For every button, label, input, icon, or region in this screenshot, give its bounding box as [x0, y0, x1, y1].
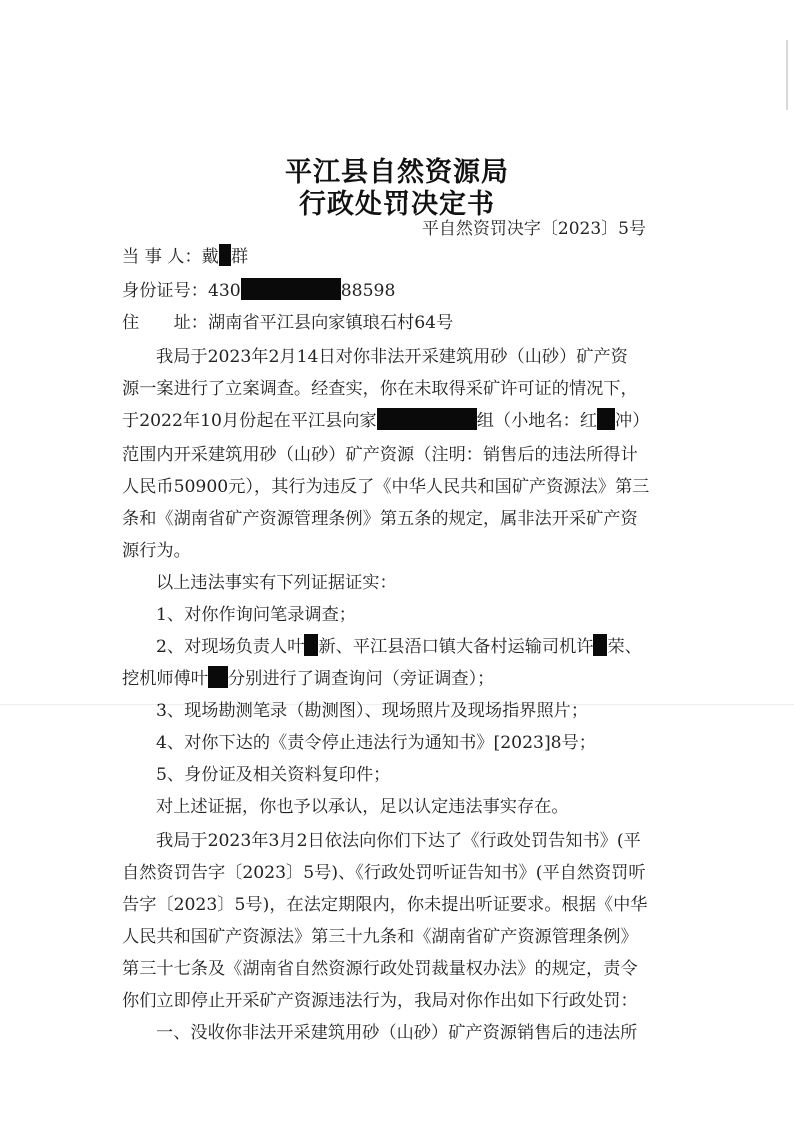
evidence-item-4: 4、对你下达的《责令停止违法行为通知书》[2023]8号； [156, 733, 596, 753]
body-line-since [122, 404, 682, 438]
redaction-block [597, 408, 615, 430]
body-line: 人民币50900元），其行为违反了《中华人民共和国矿产资源法》第三 [122, 477, 650, 497]
body-line: 你们立即停止开采矿产资源违法行为，我局对你作出如下行政处罚： [122, 991, 638, 1011]
body-line: 自然资罚告字〔2023〕5号)、《行政处罚听证告知书》(平自然资罚听 [122, 863, 646, 883]
party-name-suffix: 群 [230, 247, 249, 267]
ev2d-part-b: 分别进行了调查询问（旁证调查）； [227, 669, 495, 689]
body-line: 我局于2023年2月14日对你非法开采建筑用砂（山砂）矿产资 [156, 347, 628, 367]
penalty-item-1: 一、没收你非法开采建筑用砂（山砂）矿产资源销售后的违法所 [156, 1023, 638, 1043]
evidence-intro: 以上违法事实有下列证据证实： [156, 573, 397, 593]
document-number: 平自然资罚决字〔2023〕5号 [421, 219, 646, 239]
party-id-line [122, 274, 682, 308]
evidence-item-2 [156, 630, 682, 664]
document-subtitle: 行政处罚决定书 [299, 189, 495, 220]
evidence-item-3: 3、现场勘测笔录（勘测图）、现场照片及现场指界照片； [156, 701, 589, 721]
redaction-block [208, 666, 228, 688]
redaction-block [219, 244, 231, 266]
redaction-block [377, 408, 477, 430]
body-line: 人民共和国矿产资源法》第三十九条和《湖南省矿产资源管理条例》 [122, 927, 638, 947]
party-address-label: 住 址： [122, 313, 208, 333]
evidence-item-1: 1、对你作询问笔录调查； [156, 605, 356, 625]
body-line: 源一案进行了立案调查。经查实，你在未取得采矿许可证的情况下， [122, 379, 638, 399]
document-title: 平江县自然资源局 [285, 157, 509, 188]
party-id-label: 身份证号：430 [122, 281, 241, 301]
body-line: 范围内开采建筑用砂（山砂）矿产资源（注明：销售后的违法所得计 [122, 445, 638, 465]
evidence-item-2-cont [122, 662, 682, 696]
ev2-part-b: 新、平江县浯口镇大备村运输司机许 [318, 637, 594, 657]
ev2-part-c: 荣、 [607, 637, 642, 657]
body-line: 我局于2023年3月2日依法向你们下达了《行政处罚告知书》(平 [156, 831, 641, 851]
redaction-block [593, 634, 607, 656]
party-id-suffix: 88598 [340, 281, 396, 301]
body-line: 第三十七条及《湖南省自然资源行政处罚裁量权办法》的规定，责令 [122, 959, 638, 979]
evidence-conclusion: 对上述证据，你也予以承认，足以认定违法事实存在。 [156, 797, 569, 817]
redaction-block [241, 278, 341, 300]
since-part-b: 组（小地名：红 [476, 411, 598, 431]
party-address-line [122, 306, 682, 340]
since-part-c: 冲） [615, 411, 650, 431]
party-address-value: 湖南省平江县向家镇琅石村64号 [207, 313, 454, 333]
ev2-part-a: 2、对现场负责人叶 [156, 637, 305, 657]
since-part-a: 于2022年10月份起在平江县向家 [122, 411, 377, 431]
ev2d-part-a: 挖机师傅叶 [122, 669, 208, 689]
scan-edge-mark [786, 40, 788, 110]
body-line: 条和《湖南省矿产资源管理条例》第五条的规定，属非法开采矿产资 [122, 509, 638, 529]
body-line: 源行为。 [122, 541, 191, 561]
redaction-block [304, 634, 318, 656]
party-name-line [122, 240, 682, 274]
evidence-item-5: 5、身份证及相关资料复印件； [156, 765, 391, 785]
body-line: 告字〔2023〕5号)，在法定期限内，你未提出听证要求。根据《中华 [122, 895, 648, 915]
party-name-label: 当 事 人：戴 [122, 247, 219, 267]
